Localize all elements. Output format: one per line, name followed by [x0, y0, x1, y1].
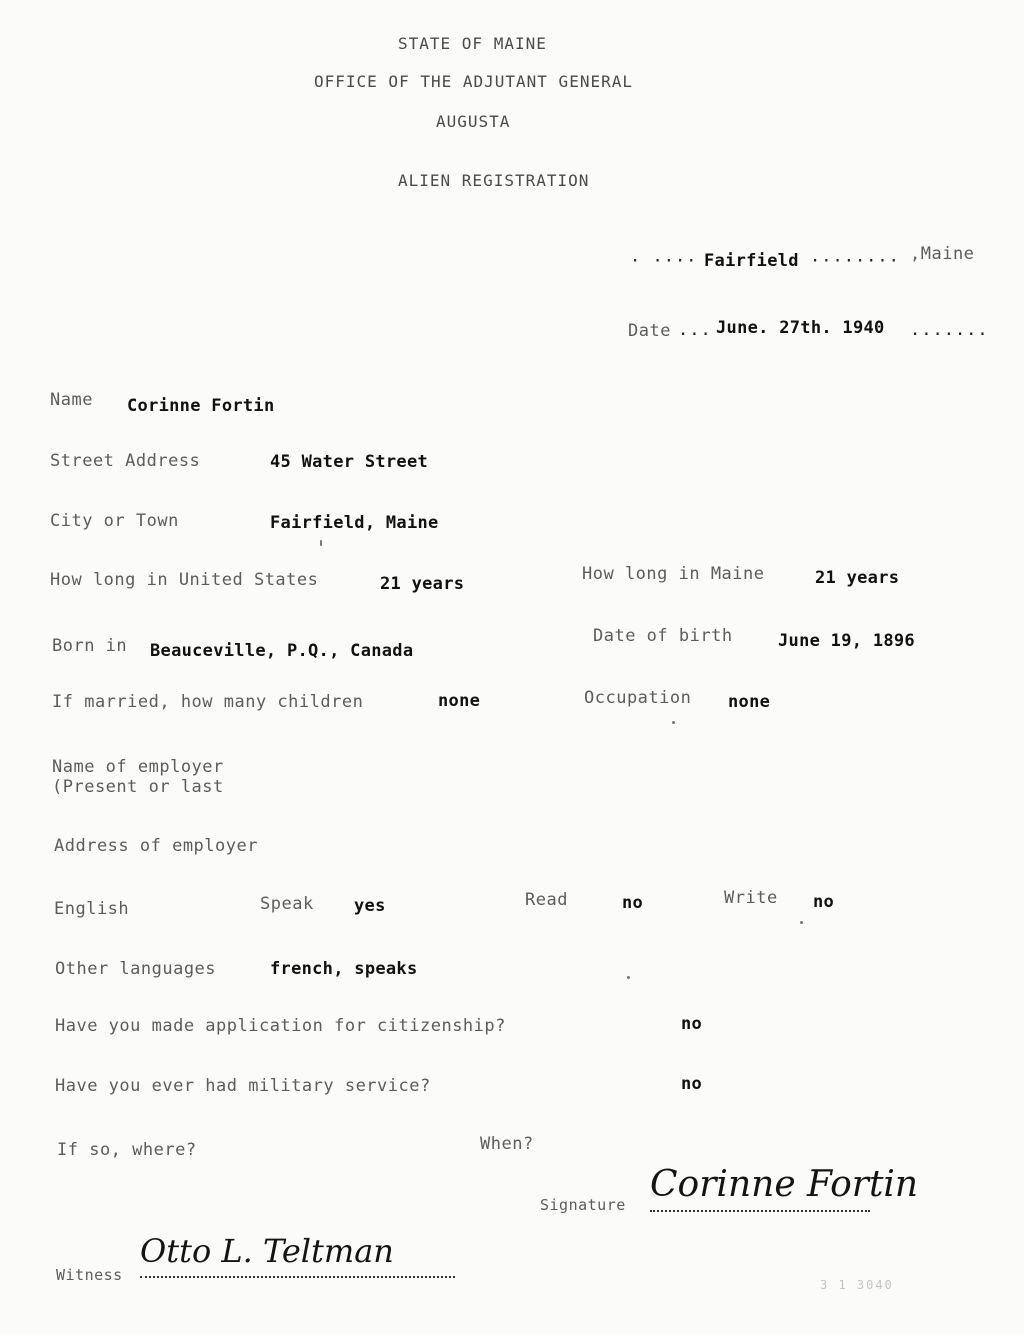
witness-value: Otto L. Teltman	[140, 1232, 394, 1270]
other-languages-value: french, speaks	[270, 959, 418, 979]
header-city: AUGUSTA	[436, 112, 511, 131]
dob-value: June 19, 1896	[778, 631, 915, 651]
occupation-label: Occupation	[584, 688, 692, 708]
dob-label: Date of birth	[593, 626, 733, 646]
military-label: Have you ever had military service?	[55, 1076, 431, 1096]
archive-stamp: 3 1 3040	[820, 1278, 894, 1292]
employer-label-line1: Name of employer	[52, 757, 224, 777]
date-label: Date	[628, 321, 671, 341]
date-value: June. 27th. 1940	[716, 318, 885, 338]
form-title: ALIEN REGISTRATION	[398, 171, 590, 190]
street-value: 45 Water Street	[270, 452, 429, 472]
maine-years-value: 21 years	[815, 568, 900, 588]
read-label: Read	[525, 890, 568, 910]
witness-line	[140, 1276, 455, 1278]
employer-label-line2: (Present or last	[52, 777, 224, 797]
write-value: no	[813, 892, 835, 912]
read-value: no	[622, 893, 644, 913]
employer-address-label: Address of employer	[54, 836, 258, 856]
speak-value: yes	[354, 896, 386, 916]
where-label: If so, where?	[57, 1140, 197, 1160]
occupation-value: none	[728, 692, 771, 712]
born-label: Born in	[52, 636, 128, 656]
signature-label: Signature	[540, 1196, 626, 1214]
signature-value: Corinne Fortin	[650, 1164, 919, 1205]
military-value: no	[681, 1074, 703, 1094]
scan-speck	[800, 921, 803, 924]
citizenship-label: Have you made application for citizenship?	[55, 1016, 506, 1036]
maine-years-label: How long in Maine	[582, 564, 765, 584]
name-value: Corinne Fortin	[127, 396, 275, 416]
signature-line	[650, 1210, 870, 1212]
place-dots-left: · ····	[630, 251, 698, 271]
children-value: none	[438, 691, 481, 711]
header-office: OFFICE OF THE ADJUTANT GENERAL	[314, 72, 633, 91]
date-dots-right: .......	[910, 320, 989, 340]
place-dots-right: ········	[810, 251, 900, 271]
write-label: Write	[724, 888, 778, 908]
scan-speck	[627, 976, 630, 979]
place-town: Fairfield	[704, 251, 799, 271]
header-state: STATE OF MAINE	[398, 34, 547, 53]
scan-speck	[320, 540, 322, 546]
children-label: If married, how many children	[52, 692, 364, 712]
born-value: Beauceville, P.Q., Canada	[150, 641, 414, 661]
when-label: When?	[480, 1134, 534, 1154]
date-dots-left: ...	[678, 320, 712, 340]
place-state: ,Maine	[910, 244, 975, 264]
scan-speck	[672, 721, 675, 724]
city-value: Fairfield, Maine	[270, 513, 439, 533]
city-label: City or Town	[50, 511, 179, 531]
english-label: English	[54, 899, 130, 919]
citizenship-value: no	[681, 1014, 703, 1034]
street-label: Street Address	[50, 451, 201, 471]
speak-label: Speak	[260, 894, 314, 914]
other-languages-label: Other languages	[55, 959, 217, 979]
name-label: Name	[50, 390, 93, 410]
us-years-label: How long in United States	[50, 570, 319, 590]
witness-label: Witness	[56, 1266, 123, 1284]
us-years-value: 21 years	[380, 574, 465, 594]
